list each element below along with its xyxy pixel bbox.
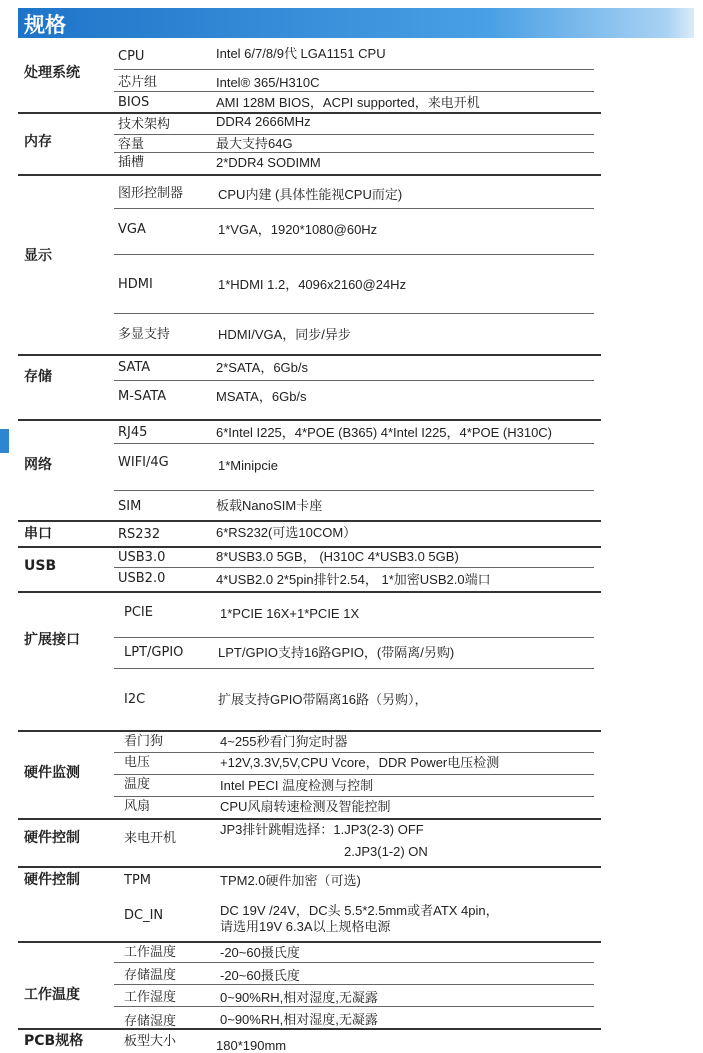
spec-label: 插槽 <box>118 155 145 170</box>
row-divider <box>114 984 594 985</box>
spec-label: SATA <box>118 360 151 375</box>
spec-label: 容量 <box>118 137 145 152</box>
category-label: PCB规格 <box>24 1033 84 1049</box>
row-divider <box>114 752 594 753</box>
spec-label: PCIE <box>124 605 153 620</box>
spec-label: 工作温度 <box>124 945 177 960</box>
row-divider <box>114 567 594 568</box>
spec-label: RS232 <box>118 527 161 542</box>
row-divider <box>114 443 594 444</box>
spec-label: LPT/GPIO <box>124 645 184 660</box>
spec-header-bar <box>18 8 694 38</box>
spec-value: 4~255秒看门狗定时器 <box>220 734 348 749</box>
spec-header-title: 规格 <box>24 13 66 37</box>
spec-value: HDMI/VGA，同步/异步 <box>218 327 351 342</box>
spec-value: 8*USB3.0 5GB， (H310C 4*USB3.0 5GB) <box>216 549 459 564</box>
spec-label: 工作湿度 <box>124 990 177 1005</box>
row-divider <box>114 1006 594 1007</box>
spec-label: 存储温度 <box>124 968 177 983</box>
spec-value: 0~90%RH,相对湿度,无凝露 <box>220 990 378 1005</box>
spec-value: 1*HDMI 1.2，4096x2160@24Hz <box>218 277 407 292</box>
row-divider <box>114 152 594 153</box>
category-label: 处理系统 <box>24 65 80 81</box>
spec-label: WIFI/4G <box>118 455 169 470</box>
spec-label: 来电开机 <box>124 831 177 846</box>
spec-label: 温度 <box>124 777 151 792</box>
spec-value: 扩展支持GPIO带隔离16路（另购）， <box>218 692 428 707</box>
group-divider <box>18 591 601 593</box>
spec-label: 多显支持 <box>118 327 171 342</box>
spec-label: SIM <box>118 499 142 514</box>
spec-label: 电压 <box>124 755 151 770</box>
spec-value: CPU风扇转速检测及智能控制 <box>220 799 391 814</box>
row-divider <box>114 91 594 92</box>
spec-label: BIOS <box>118 95 150 110</box>
group-divider <box>18 818 601 820</box>
row-divider <box>114 380 594 381</box>
spec-value: MSATA，6Gb/s <box>216 389 307 404</box>
spec-label: TPM <box>124 873 151 888</box>
group-divider <box>18 730 601 732</box>
row-divider <box>114 208 594 209</box>
spec-value: 2*SATA，6Gb/s <box>216 360 308 375</box>
row-divider <box>114 69 594 70</box>
spec-value: 请选用19V 6.3A以上规格电源 <box>220 919 391 934</box>
spec-value: 1*Minipcie <box>218 458 278 473</box>
row-divider <box>114 774 594 775</box>
spec-value: Intel PECI 温度检测与控制 <box>220 778 374 793</box>
spec-label: CPU <box>118 49 145 64</box>
spec-label: I2C <box>124 692 146 707</box>
category-label: 硬件控制 <box>24 872 80 888</box>
category-label: 显示 <box>24 248 52 264</box>
spec-value: 1*PCIE 16X+1*PCIE 1X <box>220 606 360 621</box>
spec-value: 4*USB2.0 2*5pin排针2.54， 1*加密USB2.0端口 <box>216 572 491 587</box>
spec-label: 板型大小 <box>124 1034 177 1049</box>
category-label: USB <box>24 558 57 574</box>
row-divider <box>114 962 594 963</box>
row-divider <box>114 254 594 255</box>
spec-label: USB2.0 <box>118 571 166 586</box>
spec-label: USB3.0 <box>118 550 166 565</box>
spec-value: -20~60摄氏度 <box>220 968 300 983</box>
spec-value: 6*Intel I225，4*POE (B365) 4*Intel I225，4*POE (H310C) <box>216 425 553 440</box>
side-tab-marker <box>0 429 9 453</box>
group-divider <box>18 354 601 356</box>
spec-label: RJ45 <box>118 425 148 440</box>
spec-label: 芯片组 <box>118 75 158 90</box>
group-divider <box>18 866 601 868</box>
group-divider <box>18 941 601 943</box>
category-label: 网络 <box>24 457 52 473</box>
category-label: 扩展接口 <box>24 632 80 648</box>
spec-value: 180*190mm <box>216 1038 287 1053</box>
group-divider <box>18 174 601 176</box>
spec-value: 2.JP3(1-2) ON <box>344 844 428 859</box>
spec-value: 2*DDR4 SODIMM <box>216 155 321 170</box>
spec-label: 图形控制器 <box>118 186 184 201</box>
group-divider <box>18 546 601 548</box>
row-divider <box>114 313 594 314</box>
spec-label: 看门狗 <box>124 734 164 749</box>
category-label: 硬件监测 <box>24 765 80 781</box>
spec-value: AMI 128M BIOS，ACPI supported，来电开机 <box>216 95 480 110</box>
spec-value: CPU内建 (具体性能视CPU而定) <box>218 187 403 202</box>
spec-value: JP3排针跳帽选择：1.JP3(2-3) OFF <box>220 822 424 837</box>
spec-label: DC_IN <box>124 908 164 923</box>
spec-value: -20~60摄氏度 <box>220 945 300 960</box>
category-label: 存储 <box>24 369 52 385</box>
spec-value: Intel 6/7/8/9代 LGA1151 CPU <box>216 46 386 61</box>
spec-value: 板载NanoSIM卡座 <box>216 498 323 513</box>
spec-value: DC 19V /24V，DC头 5.5*2.5mm或者ATX 4pin， <box>220 903 499 918</box>
spec-value: LPT/GPIO支持16路GPIO，(带隔离/另购) <box>218 645 455 660</box>
row-divider <box>114 490 594 491</box>
spec-value: 6*RS232(可选10COM） <box>216 525 357 540</box>
spec-label: HDMI <box>118 277 153 292</box>
spec-label: M-SATA <box>118 389 167 404</box>
group-divider <box>18 520 601 522</box>
category-label: 串口 <box>24 526 52 542</box>
category-label: 硬件控制 <box>24 830 80 846</box>
row-divider <box>114 796 594 797</box>
spec-value: TPM2.0硬件加密（可选) <box>220 873 361 888</box>
group-divider <box>18 419 601 421</box>
category-label: 工作温度 <box>24 987 80 1003</box>
row-divider <box>114 134 594 135</box>
spec-value: Intel® 365/H310C <box>216 75 320 90</box>
spec-label: VGA <box>118 222 146 237</box>
spec-label: 存储湿度 <box>124 1014 177 1029</box>
row-divider <box>114 668 594 669</box>
spec-value: +12V,3.3V,5V,CPU Vcore，DDR Power电压检测 <box>220 755 500 770</box>
spec-value: 0~90%RH,相对湿度,无凝露 <box>220 1012 378 1027</box>
spec-value: DDR4 2666MHz <box>216 114 311 129</box>
spec-value: 1*VGA，1920*1080@60Hz <box>218 222 378 237</box>
spec-label: 技术架构 <box>118 117 171 132</box>
spec-value: 最大支持64G <box>216 136 293 151</box>
category-label: 内存 <box>24 134 52 150</box>
spec-label: 风扇 <box>124 799 151 814</box>
group-divider <box>18 1028 601 1030</box>
row-divider <box>114 637 594 638</box>
